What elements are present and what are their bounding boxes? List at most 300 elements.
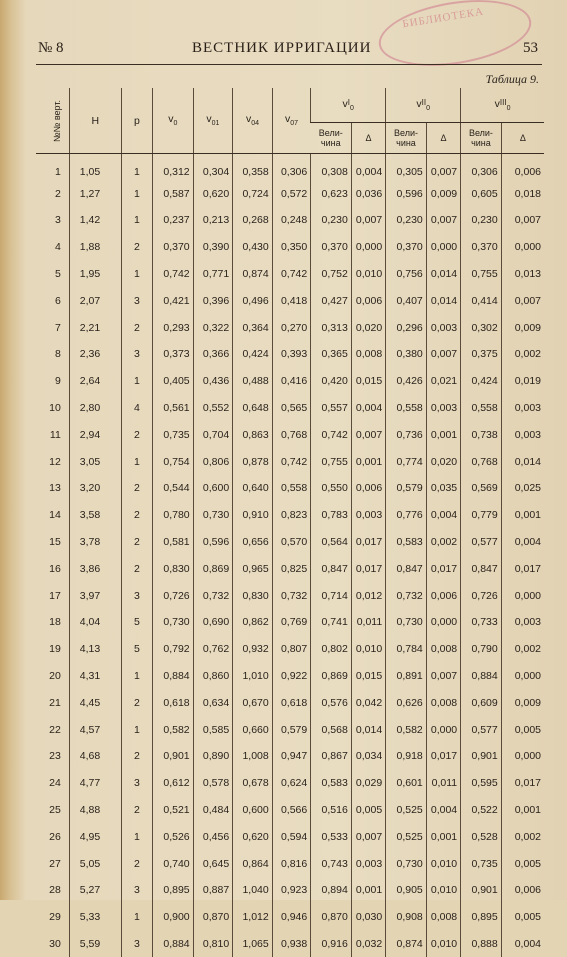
cell-v07: 0,946 [272, 904, 311, 931]
cell-v0-ii-value: 0,874 [386, 931, 427, 957]
cell-v0-iii-value: 0,230 [461, 207, 502, 234]
cell-v0-i-value: 0,230 [311, 207, 352, 234]
cell-row-number: 16 [36, 555, 69, 582]
table-row [36, 314, 544, 341]
cell-v0-iii-value: 0,528 [461, 823, 502, 850]
table-row [36, 823, 544, 850]
cell-v0: 0,581 [153, 529, 194, 556]
cell-v0-ii-value: 0,305 [386, 154, 427, 181]
col-header-v04: $v_{04}$ [233, 88, 273, 154]
header-rule [36, 64, 542, 65]
cell-v0-ii-value: 0,905 [386, 877, 427, 904]
cell-v0-i-delta: 0,010 [351, 261, 385, 288]
cell-row-number: 5 [36, 261, 69, 288]
cell-v0-i-delta: 0,015 [351, 663, 385, 690]
cell-v0-iii-value: 0,306 [461, 154, 502, 181]
cell-v0-ii-value: 0,736 [386, 421, 427, 448]
cell-row-number: 28 [36, 877, 69, 904]
cell-v07: 0,938 [272, 931, 311, 957]
cell-row-number: 30 [36, 931, 69, 957]
cell-v07: 0,558 [272, 475, 311, 502]
cell-v0-ii-value: 0,908 [386, 904, 427, 931]
cell-v0-i-value: 0,516 [311, 797, 352, 824]
cell-depth-h: 4,77 [69, 770, 121, 797]
cell-depth-h: 2,64 [69, 368, 121, 395]
cell-v01: 0,366 [193, 341, 233, 368]
cell-v0-iii-value: 0,569 [461, 475, 502, 502]
cell-v0-i-delta: 0,001 [351, 448, 385, 475]
cell-v0-i-delta: 0,006 [351, 287, 385, 314]
cell-v0-ii-delta: 0,002 [426, 529, 460, 556]
cell-v0-iii-delta: 0,003 [501, 609, 544, 636]
cell-v0-ii-value: 0,918 [386, 743, 427, 770]
cell-v0-iii-value: 0,895 [461, 904, 502, 931]
cell-v0: 0,754 [153, 448, 194, 475]
cell-v0-iii-value: 0,577 [461, 529, 502, 556]
cell-v0-iii-value: 0,735 [461, 850, 502, 877]
cell-v04: 0,932 [233, 636, 273, 663]
cell-v0-iii-delta: 0,002 [501, 636, 544, 663]
cell-v01: 0,645 [193, 850, 233, 877]
cell-v01: 0,690 [193, 609, 233, 636]
cell-v0-i-delta: 0,003 [351, 850, 385, 877]
cell-v0: 0,612 [153, 770, 194, 797]
table-row [36, 421, 544, 448]
cell-v04: 1,010 [233, 663, 273, 690]
cell-v0-i-delta: 0,004 [351, 395, 385, 422]
cell-depth-h: 1,88 [69, 234, 121, 261]
cell-row-number: 10 [36, 395, 69, 422]
cell-param-p: 2 [121, 555, 152, 582]
cell-v04: 1,012 [233, 904, 273, 931]
table-row [36, 904, 544, 931]
cell-v01: 0,213 [193, 207, 233, 234]
cell-v0-ii-delta: 0,010 [426, 877, 460, 904]
cell-v01: 0,810 [193, 931, 233, 957]
cell-v0-i-delta: 0,042 [351, 689, 385, 716]
cell-v0-i-value: 0,308 [311, 154, 352, 181]
cell-v0-i-delta: 0,017 [351, 529, 385, 556]
col-header-magnitude-3: Вели-чина [461, 123, 502, 154]
cell-v0-iii-delta: 0,018 [501, 180, 544, 207]
cell-v0-ii-delta: 0,003 [426, 314, 460, 341]
cell-v01: 0,456 [193, 823, 233, 850]
cell-v0-i-value: 0,714 [311, 582, 352, 609]
cell-v07: 0,579 [272, 716, 311, 743]
cell-v04: 1,040 [233, 877, 273, 904]
cell-v0-i-delta: 0,014 [351, 716, 385, 743]
cell-v0-ii-delta: 0,007 [426, 154, 460, 181]
cell-v0-ii-delta: 0,000 [426, 234, 460, 261]
cell-v0-ii-value: 0,230 [386, 207, 427, 234]
cell-row-number: 1 [36, 154, 69, 181]
cell-v0-iii-delta: 0,025 [501, 475, 544, 502]
cell-v0-i-value: 0,427 [311, 287, 352, 314]
cell-v0-i-value: 0,576 [311, 689, 352, 716]
cell-v0-iii-value: 0,558 [461, 395, 502, 422]
table-row [36, 770, 544, 797]
cell-v0-ii-delta: 0,006 [426, 582, 460, 609]
cell-depth-h: 4,31 [69, 663, 121, 690]
cell-v0-ii-delta: 0,010 [426, 931, 460, 957]
table-body [36, 154, 544, 957]
cell-v0-ii-delta: 0,001 [426, 823, 460, 850]
cell-v07: 0,742 [272, 448, 311, 475]
cell-v0-ii-value: 0,601 [386, 770, 427, 797]
cell-v0-iii-value: 0,370 [461, 234, 502, 261]
table-row [36, 609, 544, 636]
cell-v04: 0,358 [233, 154, 273, 181]
cell-row-number: 7 [36, 314, 69, 341]
cell-v04: 0,864 [233, 850, 273, 877]
cell-v04: 0,268 [233, 207, 273, 234]
cell-v0-i-delta: 0,007 [351, 421, 385, 448]
cell-v0-i-delta: 0,020 [351, 314, 385, 341]
cell-v0-i-value: 0,752 [311, 261, 352, 288]
cell-row-number: 13 [36, 475, 69, 502]
cell-v0-iii-value: 0,726 [461, 582, 502, 609]
cell-v01: 0,596 [193, 529, 233, 556]
cell-depth-h: 1,27 [69, 180, 121, 207]
cell-row-number: 8 [36, 341, 69, 368]
cell-v0-ii-delta: 0,014 [426, 287, 460, 314]
cell-v0: 0,726 [153, 582, 194, 609]
cell-v04: 0,656 [233, 529, 273, 556]
cell-v0: 0,370 [153, 234, 194, 261]
cell-v0-iii-delta: 0,019 [501, 368, 544, 395]
cell-v0-iii-delta: 0,004 [501, 931, 544, 957]
cell-v0-ii-delta: 0,000 [426, 716, 460, 743]
cell-v0-i-delta: 0,015 [351, 368, 385, 395]
cell-v0-i-value: 0,869 [311, 663, 352, 690]
cell-v0-iii-delta: 0,000 [501, 234, 544, 261]
cell-v0: 0,373 [153, 341, 194, 368]
cell-v0-i-delta: 0,036 [351, 180, 385, 207]
cell-v0-iii-value: 0,577 [461, 716, 502, 743]
cell-row-number: 21 [36, 689, 69, 716]
cell-v0-ii-delta: 0,007 [426, 341, 460, 368]
cell-v0-i-value: 0,564 [311, 529, 352, 556]
cell-v07: 0,825 [272, 555, 311, 582]
cell-param-p: 1 [121, 180, 152, 207]
cell-row-number: 19 [36, 636, 69, 663]
cell-v0-i-value: 0,755 [311, 448, 352, 475]
cell-v0: 0,742 [153, 261, 194, 288]
cell-v07: 0,618 [272, 689, 311, 716]
cell-v04: 0,965 [233, 555, 273, 582]
table-row [36, 287, 544, 314]
cell-depth-h: 5,33 [69, 904, 121, 931]
cell-v0-iii-delta: 0,009 [501, 314, 544, 341]
cell-v04: 0,600 [233, 797, 273, 824]
cell-v0-iii-delta: 0,001 [501, 502, 544, 529]
cell-v04: 0,678 [233, 770, 273, 797]
cell-v0-iii-delta: 0,002 [501, 341, 544, 368]
cell-v01: 0,890 [193, 743, 233, 770]
cell-v0-ii-delta: 0,010 [426, 850, 460, 877]
cell-v0-ii-delta: 0,021 [426, 368, 460, 395]
cell-param-p: 1 [121, 368, 152, 395]
cell-v01: 0,585 [193, 716, 233, 743]
cell-v01: 0,634 [193, 689, 233, 716]
cell-v0: 0,735 [153, 421, 194, 448]
cell-row-number: 2 [36, 180, 69, 207]
cell-v01: 0,870 [193, 904, 233, 931]
cell-v01: 0,887 [193, 877, 233, 904]
cell-v0-ii-value: 0,891 [386, 663, 427, 690]
table-row [36, 234, 544, 261]
cell-param-p: 2 [121, 421, 152, 448]
cell-param-p: 1 [121, 904, 152, 931]
cell-v0-i-value: 0,742 [311, 421, 352, 448]
cell-v0-iii-value: 0,768 [461, 448, 502, 475]
cell-v0-ii-delta: 0,020 [426, 448, 460, 475]
table-row [36, 475, 544, 502]
cell-v0-ii-delta: 0,000 [426, 609, 460, 636]
cell-v01: 0,869 [193, 555, 233, 582]
cell-v0-ii-delta: 0,004 [426, 502, 460, 529]
cell-v0-ii-value: 0,407 [386, 287, 427, 314]
cell-row-number: 11 [36, 421, 69, 448]
cell-v0-i-value: 0,916 [311, 931, 352, 957]
cell-depth-h: 2,80 [69, 395, 121, 422]
cell-v0-iii-delta: 0,005 [501, 904, 544, 931]
cell-param-p: 5 [121, 636, 152, 663]
cell-row-number: 22 [36, 716, 69, 743]
cell-v04: 0,620 [233, 823, 273, 850]
cell-v0: 0,582 [153, 716, 194, 743]
cell-v0-i-value: 0,870 [311, 904, 352, 931]
cell-row-number: 29 [36, 904, 69, 931]
cell-v0-ii-delta: 0,008 [426, 636, 460, 663]
cell-v0-ii-value: 0,426 [386, 368, 427, 395]
cell-row-number: 9 [36, 368, 69, 395]
cell-v0-iii-value: 0,733 [461, 609, 502, 636]
cell-depth-h: 4,68 [69, 743, 121, 770]
col-header-v07: $v_{07}$ [272, 88, 311, 154]
journal-title: ВЕСТНИК ИРРИГАЦИИ [192, 40, 371, 57]
col-header-magnitude-1: Вели-чина [311, 123, 352, 154]
cell-row-number: 3 [36, 207, 69, 234]
cell-v0-iii-delta: 0,004 [501, 529, 544, 556]
cell-v04: 0,874 [233, 261, 273, 288]
cell-v07: 0,922 [272, 663, 311, 690]
cell-v0: 0,312 [153, 154, 194, 181]
cell-v07: 0,248 [272, 207, 311, 234]
cell-v07: 0,624 [272, 770, 311, 797]
cell-v07: 0,923 [272, 877, 311, 904]
table-row [36, 582, 544, 609]
cell-row-number: 4 [36, 234, 69, 261]
cell-v01: 0,390 [193, 234, 233, 261]
cell-v0-iii-delta: 0,009 [501, 689, 544, 716]
cell-v0-ii-delta: 0,003 [426, 395, 460, 422]
cell-v04: 0,364 [233, 314, 273, 341]
cell-v04: 0,660 [233, 716, 273, 743]
cell-v0-iii-delta: 0,006 [501, 154, 544, 181]
cell-param-p: 3 [121, 582, 152, 609]
cell-v0-iii-value: 0,901 [461, 743, 502, 770]
table-row [36, 663, 544, 690]
data-table [36, 88, 544, 957]
cell-v0-ii-value: 0,525 [386, 823, 427, 850]
cell-v07: 0,816 [272, 850, 311, 877]
cell-v0: 0,421 [153, 287, 194, 314]
cell-v04: 0,496 [233, 287, 273, 314]
cell-param-p: 2 [121, 797, 152, 824]
cell-v0-ii-delta: 0,007 [426, 663, 460, 690]
cell-v0-ii-delta: 0,001 [426, 421, 460, 448]
cell-depth-h: 4,88 [69, 797, 121, 824]
cell-depth-h: 3,20 [69, 475, 121, 502]
cell-row-number: 12 [36, 448, 69, 475]
cell-v0-i-delta: 0,017 [351, 555, 385, 582]
cell-v04: 0,648 [233, 395, 273, 422]
cell-row-number: 6 [36, 287, 69, 314]
cell-param-p: 2 [121, 850, 152, 877]
table-caption: Таблица 9. [486, 72, 539, 87]
cell-depth-h: 3,97 [69, 582, 121, 609]
cell-v07: 0,769 [272, 609, 311, 636]
cell-v0-iii-value: 0,609 [461, 689, 502, 716]
cell-v04: 0,670 [233, 689, 273, 716]
cell-v0-ii-delta: 0,004 [426, 797, 460, 824]
cell-v0-ii-value: 0,776 [386, 502, 427, 529]
cell-v0-i-delta: 0,030 [351, 904, 385, 931]
table-row [36, 207, 544, 234]
cell-v0-ii-value: 0,583 [386, 529, 427, 556]
cell-v0-i-delta: 0,000 [351, 234, 385, 261]
cell-v04: 0,640 [233, 475, 273, 502]
col-header-v0: $v_0$ [153, 88, 194, 154]
cell-v0-i-value: 0,420 [311, 368, 352, 395]
cell-v0-i-value: 0,568 [311, 716, 352, 743]
cell-v0: 0,730 [153, 609, 194, 636]
cell-v07: 0,570 [272, 529, 311, 556]
cell-v0-i-delta: 0,032 [351, 931, 385, 957]
cell-v01: 0,732 [193, 582, 233, 609]
cell-v0-ii-value: 0,380 [386, 341, 427, 368]
cell-v01: 0,322 [193, 314, 233, 341]
cell-depth-h: 3,58 [69, 502, 121, 529]
cell-param-p: 1 [121, 448, 152, 475]
cell-depth-h: 3,05 [69, 448, 121, 475]
cell-v0-iii-value: 0,888 [461, 931, 502, 957]
cell-param-p: 2 [121, 502, 152, 529]
cell-v0: 0,618 [153, 689, 194, 716]
cell-v0-i-value: 0,623 [311, 180, 352, 207]
cell-v0: 0,526 [153, 823, 194, 850]
cell-v0-iii-delta: 0,003 [501, 395, 544, 422]
col-header-h: H [69, 88, 121, 154]
cell-v0-ii-delta: 0,014 [426, 261, 460, 288]
cell-v0-iii-value: 0,522 [461, 797, 502, 824]
cell-v0-iii-delta: 0,000 [501, 582, 544, 609]
cell-v0-i-value: 0,313 [311, 314, 352, 341]
cell-v0-i-delta: 0,008 [351, 341, 385, 368]
col-header-delta-3: Δ [501, 123, 544, 154]
cell-v0-ii-value: 0,756 [386, 261, 427, 288]
cell-v01: 0,762 [193, 636, 233, 663]
cell-v0-i-value: 0,550 [311, 475, 352, 502]
cell-depth-h: 1,05 [69, 154, 121, 181]
cell-v01: 0,484 [193, 797, 233, 824]
cell-v0-ii-delta: 0,035 [426, 475, 460, 502]
cell-param-p: 1 [121, 207, 152, 234]
cell-param-p: 2 [121, 743, 152, 770]
cell-v01: 0,436 [193, 368, 233, 395]
cell-v0-ii-value: 0,525 [386, 797, 427, 824]
table-row [36, 261, 544, 288]
cell-v0-i-value: 0,847 [311, 555, 352, 582]
cell-v0-i-delta: 0,029 [351, 770, 385, 797]
cell-v0-iii-value: 0,414 [461, 287, 502, 314]
cell-depth-h: 2,21 [69, 314, 121, 341]
cell-param-p: 3 [121, 770, 152, 797]
cell-v0-iii-delta: 0,006 [501, 877, 544, 904]
cell-v0-i-value: 0,533 [311, 823, 352, 850]
cell-v07: 0,823 [272, 502, 311, 529]
table-row [36, 502, 544, 529]
cell-v04: 0,878 [233, 448, 273, 475]
cell-v0-i-value: 0,741 [311, 609, 352, 636]
cell-v01: 0,704 [193, 421, 233, 448]
cell-v07: 0,565 [272, 395, 311, 422]
table-row [36, 797, 544, 824]
cell-v01: 0,396 [193, 287, 233, 314]
cell-v0-iii-delta: 0,017 [501, 555, 544, 582]
cell-v0-iii-value: 0,595 [461, 770, 502, 797]
cell-param-p: 3 [121, 287, 152, 314]
cell-v07: 0,306 [272, 154, 311, 181]
cell-v0-iii-value: 0,884 [461, 663, 502, 690]
cell-depth-h: 4,95 [69, 823, 121, 850]
cell-v0-ii-value: 0,596 [386, 180, 427, 207]
cell-v0-iii-value: 0,901 [461, 877, 502, 904]
cell-v07: 0,594 [272, 823, 311, 850]
cell-param-p: 2 [121, 314, 152, 341]
cell-v0-ii-value: 0,730 [386, 609, 427, 636]
cell-param-p: 1 [121, 823, 152, 850]
cell-v0-i-delta: 0,007 [351, 207, 385, 234]
cell-v0-iii-value: 0,605 [461, 180, 502, 207]
table-row [36, 154, 544, 181]
cell-v0-ii-value: 0,626 [386, 689, 427, 716]
cell-v0-i-delta: 0,007 [351, 823, 385, 850]
cell-v0-iii-delta: 0,007 [501, 207, 544, 234]
cell-v01: 0,806 [193, 448, 233, 475]
cell-v0: 0,792 [153, 636, 194, 663]
col-header-v01: $v_{01}$ [193, 88, 233, 154]
cell-v0-ii-value: 0,558 [386, 395, 427, 422]
cell-param-p: 2 [121, 529, 152, 556]
cell-v04: 0,724 [233, 180, 273, 207]
cell-v0-iii-delta: 0,013 [501, 261, 544, 288]
cell-v01: 0,620 [193, 180, 233, 207]
cell-v0-iii-delta: 0,003 [501, 421, 544, 448]
cell-param-p: 5 [121, 609, 152, 636]
col-group-v0-iii: $v^{III}_0$ [461, 88, 544, 123]
cell-depth-h: 2,94 [69, 421, 121, 448]
cell-v01: 0,730 [193, 502, 233, 529]
cell-v07: 0,393 [272, 341, 311, 368]
cell-v0: 0,740 [153, 850, 194, 877]
cell-v0-ii-delta: 0,011 [426, 770, 460, 797]
cell-row-number: 17 [36, 582, 69, 609]
cell-v0: 0,405 [153, 368, 194, 395]
cell-v04: 1,008 [233, 743, 273, 770]
cell-v0-iii-delta: 0,014 [501, 448, 544, 475]
